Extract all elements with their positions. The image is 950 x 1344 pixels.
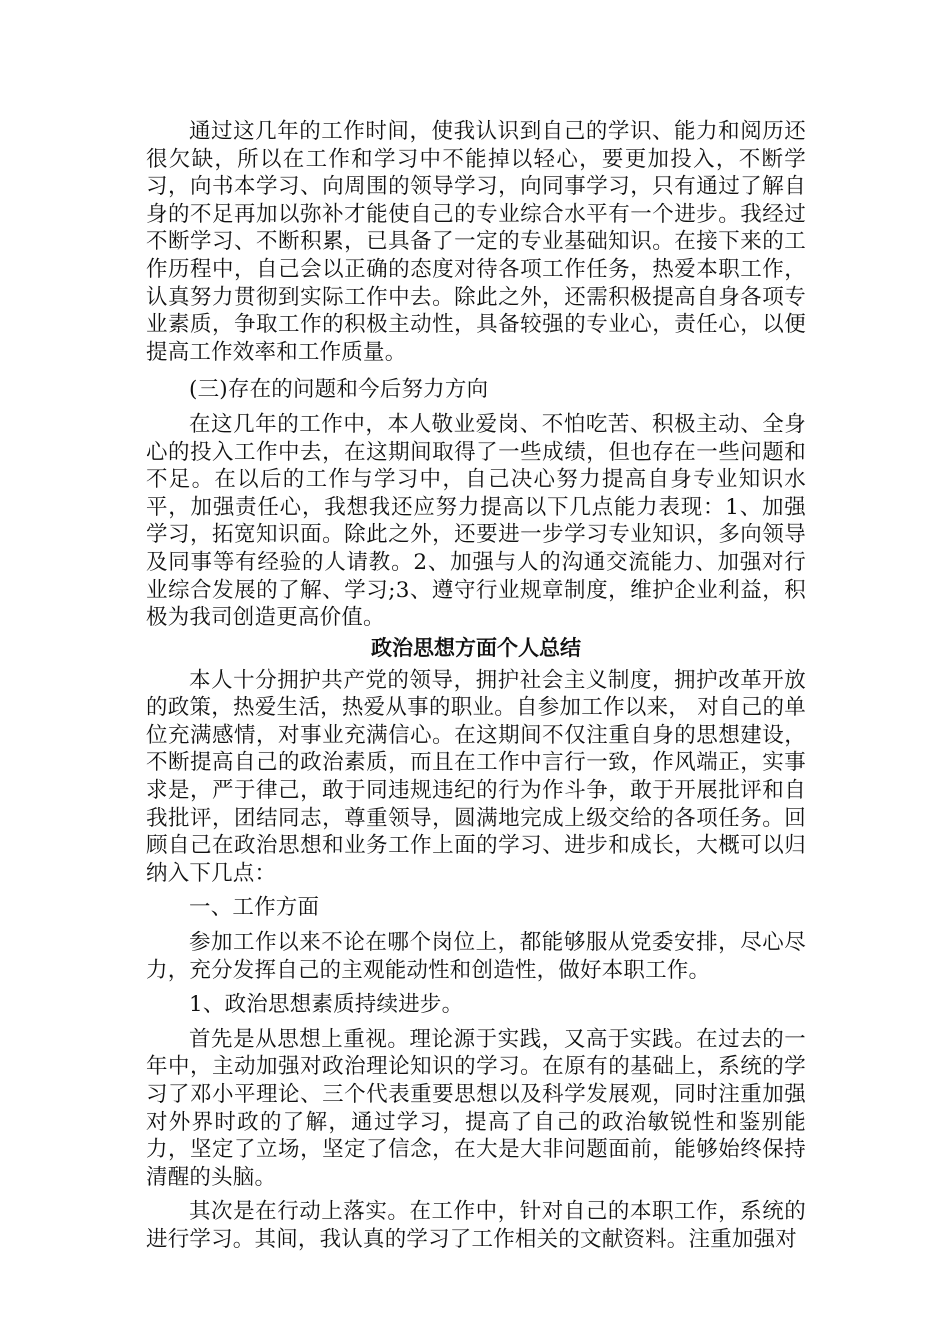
paragraph-work-reflection: 通过这几年的工作时间，使我认识到自己的学识、能力和阅历还很欠缺，所以在工作和学习中不能掉以轻心，要更加投入，不断学习，向书本学习、向周围的领导学习，向同事学习，只有通过了解自身的不足再加以弥补才能使自己的专业综合水平有一个进步。我经过不断学习、不断积累，已具备了一定的专业基础知识。在接下来的工作历程中，自己会以正确的态度对待各项工作任务，热爱本职工作，认真努力贯彻到实际工作中去。除此之外，还需积极提高自身各项专业素质，争取工作的积极主动性，具备较强的专业心，责任心，以便提高工作效率和工作质量。: [146, 119, 806, 365]
document-page: [146, 118, 806, 1261]
paragraph-intro: 本人十分拥护共产党的领导，拥护社会主义制度，拥护改革开放的政策，热爱生活，热爱从事的职业。自参加工作以来， 对自己的单位充满感情，对事业充满信心。在这期间不仅注重自身的思想建设，不断提高自己的政治素质，而且在工作中言行一致，作风端正，实事求是，严于律己，敢于同违规违纪的行为作斗争，敢于开展批评和自我批评，团结同志，尊重领导，圆满地完成上级交给的各项任务。回顾自己在政治思想和业务工作上面的学习、进步和成长，大概可以归纳入下几点：: [146, 667, 806, 886]
subheading-work-aspects: 一、工作方面: [189, 895, 320, 921]
section-title: 政治思想方面个人总结: [371, 635, 581, 660]
paragraph-problems: 在这几年的工作中，本人敬业爱岗、不怕吃苦、积极主动、全身心的投入工作中去，在这期间取得了一些成绩，但也存在一些问题和不足。在以后的工作与学习中，自己决心努力提高自身专业知识水平，加强责任心，我想我还应努力提高以下几点能力表现：1、加强学习，拓宽知识面。除此之外，还要进一步学习专业知识，多向领导及同事等有经验的人请教。2、加强与人的沟通交流能力、加强对行业综合发展的了解、学习;3、遵守行业规章制度，维护企业利益，积极为我司创造更高价值。: [146, 411, 806, 631]
paragraph-work-attitude: 参加工作以来不论在哪个岗位上，都能够服从党委安排，尽心尽力，充分发挥自己的主观能动性和创造性，做好本职工作。: [146, 930, 806, 983]
paragraph-action: 其次是在行动上落实。在工作中，针对自己的本职工作，系统的进行学习。其间，我认真的学习了工作相关的文献资料。注重加强对: [146, 1199, 806, 1252]
paragraph-thought: 首先是从思想上重视。理论源于实践，又高于实践。在过去的一年中，主动加强对政治理论知识的学习。在原有的基础上，系统的学习了邓小平理论、三个代表重要思想以及科学发展观，同时注重加强对外界时政的了解，通过学习，提高了自己的政治敏锐性和鉴别能力，坚定了立场，坚定了信念，在大是大非问题面前，能够始终保持清醒的头脑。: [146, 1026, 806, 1190]
subheading-political-quality: 1、政治思想素质持续进步。: [189, 992, 464, 1018]
subheading-problems-direction: (三)存在的问题和今后努力方向: [189, 377, 489, 403]
